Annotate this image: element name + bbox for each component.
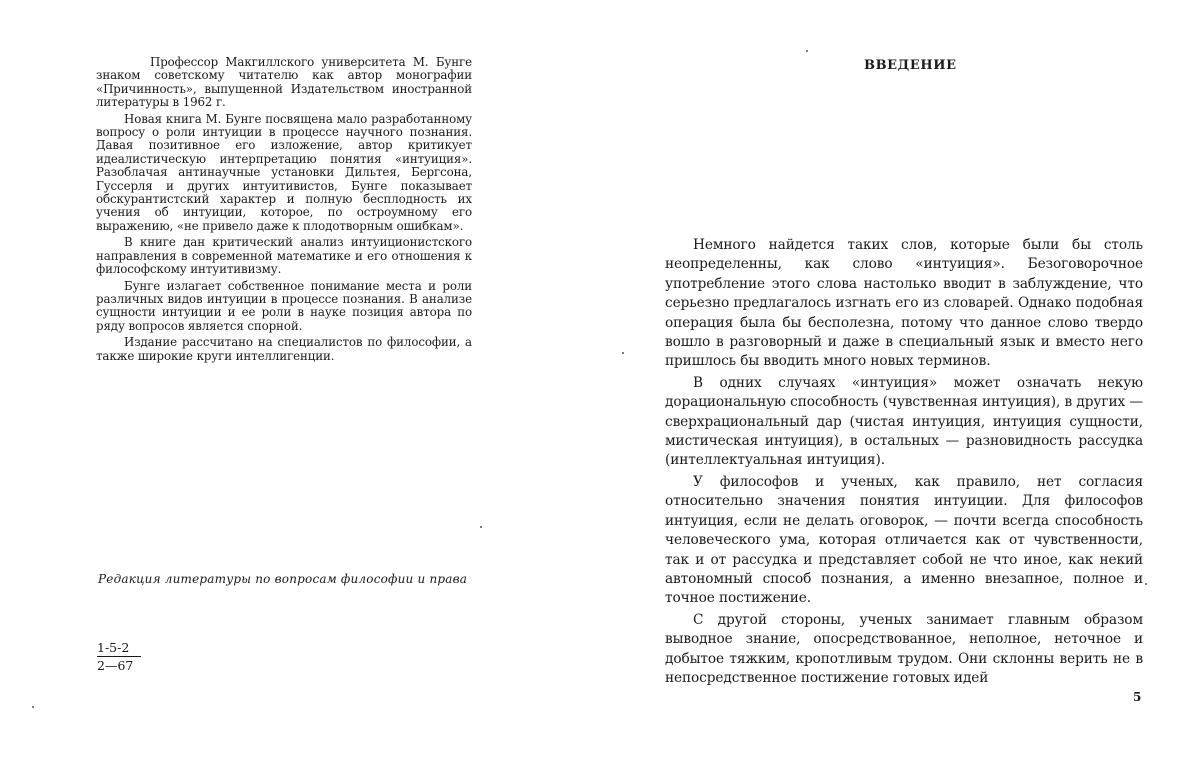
scan-speck <box>480 526 482 528</box>
body-paragraph: В одних случаях «интуиция» может означать некую дорациональную способность (чувственная интуиция), в других — сверхрациональный дар (чистая интуиция, интуиция сущности, мистическая интуиция), в остальных — разновидность рассудка (интеллектуальная интуиция). <box>665 374 1143 469</box>
book-abstract <box>96 56 472 366</box>
scan-speck <box>622 352 624 354</box>
scan-speck <box>806 50 808 52</box>
scan-speck <box>1145 583 1147 585</box>
abstract-paragraph: Бунге излагает собственное понимание места и роли различных видов интуиции в процессе познания. В анализе сущности интуиции и ее роли в науке позиция автора по ряду вопросов является спорной. <box>96 278 472 333</box>
abstract-paragraph: Профессор Макгиллского университета М. Бунге знаком советскому читателю как автор монографии «Причинность», выпущенной Издательством иностранной литературы в 1962 г. <box>96 55 472 110</box>
introduction-text <box>665 236 1143 690</box>
abstract-paragraph: Новая книга М. Бунге посвящена мало разработанному вопросу о роли интуиции в процессе научного познания. Давая позитивное его изложение, автор критикует идеалистическую интерпретацию понятия «интуиция». Разоблачая антинаучные установки Дильтея, Бергсона, Гуссерля и других интуитивистов, Бунге показывает обскурантистский характер и полную бесплодность их учения об интуиции, которое, по остроумному его выражению, «не привело даже к плодотворным ошибкам». <box>96 111 472 233</box>
body-paragraph: Немного найдется таких слов, которые были бы столь неопределенны, как слово «интуиция». Безоговорочное употребление этого слова настолько вводит в заблуждение, что серьезно предлагалось изгнать его из словарей. Однако подобная операция была бы бесполезна, потому что данное слово твердо вошло в разговорный и даже в специальный язык и вместо него пришлось бы вводить много новых терминов. <box>665 237 1143 370</box>
right-page <box>600 0 1200 760</box>
scan-speck <box>32 706 34 708</box>
body-paragraph: С другой стороны, ученых занимает главным образом выводное знание, опосредствованное, неполное, неточное и добытое тяжким, кропотливым трудом. Они склонны верить не в непосредственное постижение готовых идей <box>665 611 1143 686</box>
body-paragraph: У философов и ученых, как правило, нет согласия относительно значения понятия интуиции. Для философов интуиция, если не делать оговорок, — почти всегда способность человеческого ума, которая отличается как от чувственности, так и от рассудка и представляет собой не что иное, как некий автономный способ познания, а именно внезапное, полное и точное постижение. <box>665 473 1143 607</box>
abstract-paragraph: В книге дан критический анализ интуиционистского направления в современной математике и его отношения к философскому интуитивизму. <box>96 235 472 277</box>
editorial-note: Редакция литературы по вопросам философии и права <box>98 572 468 586</box>
page-number: 5 <box>1133 690 1142 704</box>
section-title: ВВЕДЕНИЕ <box>864 58 957 73</box>
index-code-denominator: 2—67 <box>97 658 134 673</box>
index-code-numerator: 1-5-2 <box>97 640 141 657</box>
publication-index-code <box>97 640 141 673</box>
abstract-paragraph: Издание рассчитано на специалистов по философии, а также широкие круги интеллигенции. <box>96 335 472 363</box>
